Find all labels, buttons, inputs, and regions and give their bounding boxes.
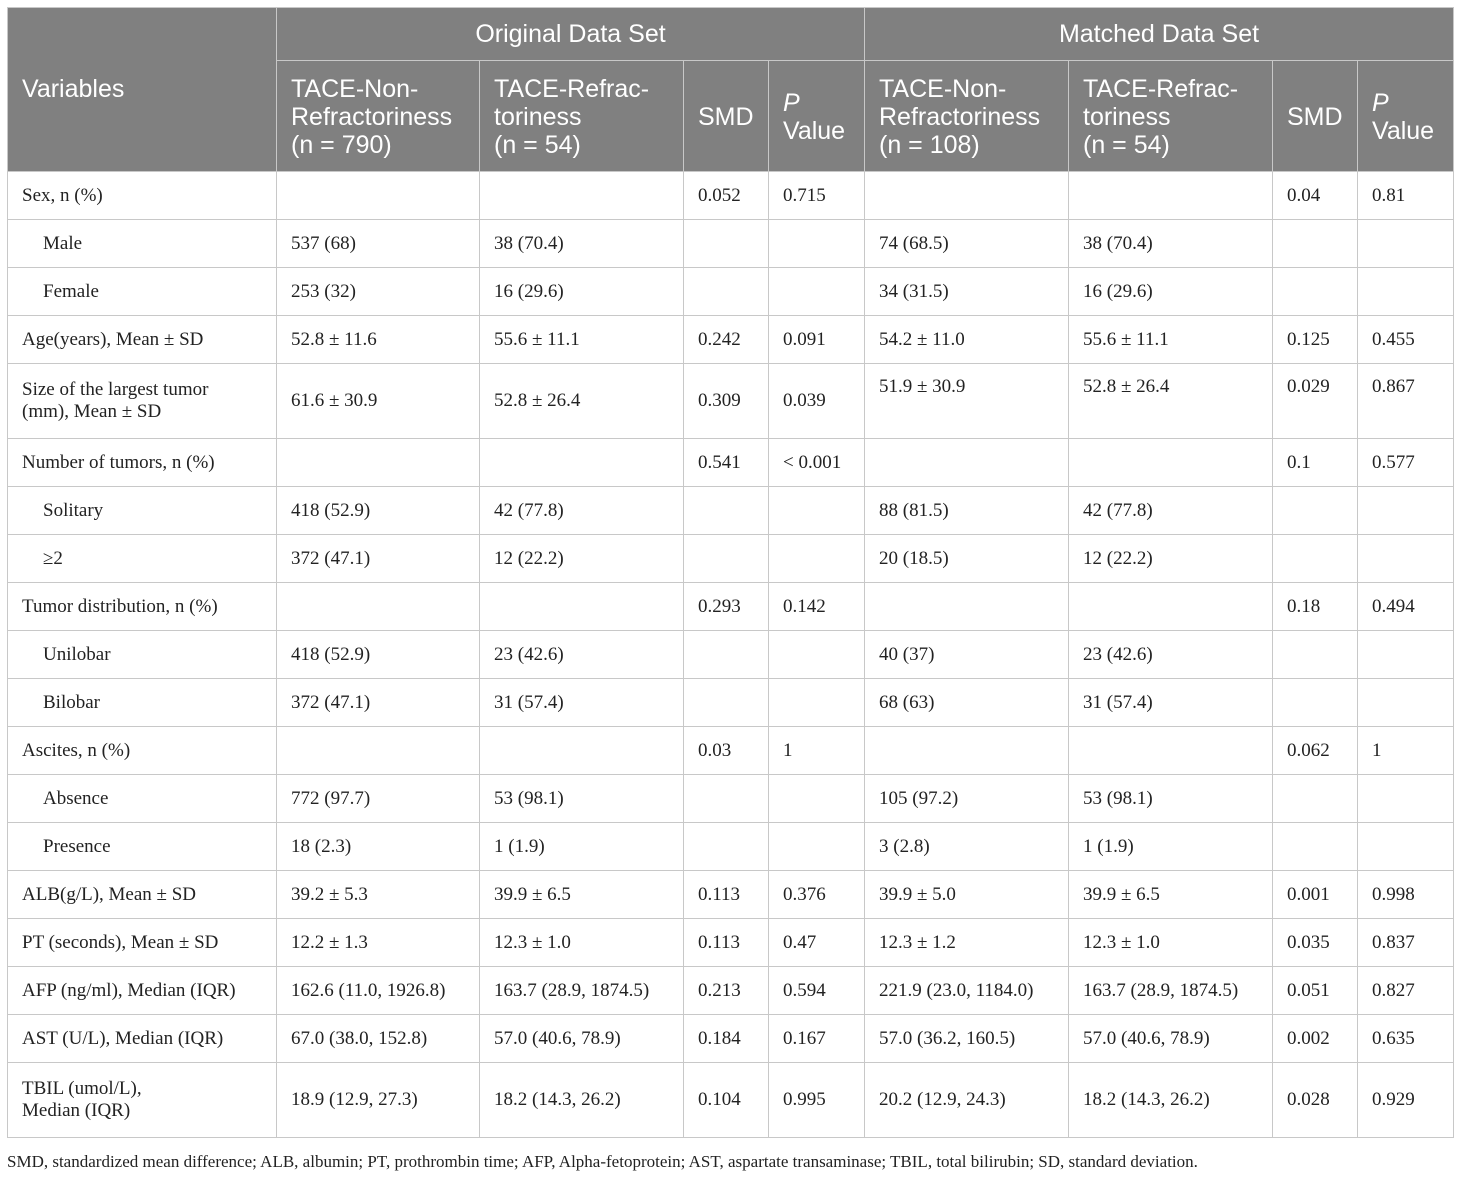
original-p-value-cell [769,631,865,679]
table-row [8,316,1454,364]
original-smd-cell: 0.242 [684,316,769,364]
table-row [8,439,1454,487]
original-refractoriness-cell: 42 (77.8) [480,487,684,535]
original-refractoriness-cell [480,583,684,631]
original-refractoriness-cell: 52.8 ± 26.4 [480,364,684,439]
original-non-refractoriness-cell [277,727,480,775]
matched-non-refractoriness-cell: 20.2 (12.9, 24.3) [865,1063,1069,1138]
table-row [8,268,1454,316]
variable-cell: Age(years), Mean ± SD [8,316,277,364]
matched-smd-cell: 0.051 [1273,967,1358,1015]
table-row [8,535,1454,583]
matched-smd-cell [1273,679,1358,727]
table-row [8,631,1454,679]
matched-p-value-cell: 0.81 [1358,172,1454,220]
matched-non-refractoriness-cell: 74 (68.5) [865,220,1069,268]
original-p-value-cell [769,535,865,583]
original-refractoriness-cell: 23 (42.6) [480,631,684,679]
matched-p-value-cell [1358,220,1454,268]
table-footnote: SMD, standardized mean difference; ALB, albumin; PT, prothrombin time; AFP, Alpha-fetoprotein; AST, aspartate transaminase; TBIL, total bilirubin; SD, standard deviation. [7,1152,1198,1171]
original-refractoriness-cell: 55.6 ± 11.1 [480,316,684,364]
table-row [8,1063,1454,1138]
variable-cell: Presence [8,823,277,871]
matched-refractoriness-cell: 18.2 (14.3, 26.2) [1069,1063,1273,1138]
original-refractoriness-cell: 53 (98.1) [480,775,684,823]
matched-smd-cell [1273,823,1358,871]
matched-non-refractoriness-cell: 39.9 ± 5.0 [865,871,1069,919]
matched-non-refractoriness-cell [865,439,1069,487]
original-non-refractoriness-cell: 253 (32) [277,268,480,316]
matched-non-refractoriness-cell: 34 (31.5) [865,268,1069,316]
original-p-value-cell: 0.167 [769,1015,865,1063]
baseline-characteristics-table [7,7,1454,1138]
original-refractoriness-cell: 16 (29.6) [480,268,684,316]
matched-non-refractoriness-cell: 54.2 ± 11.0 [865,316,1069,364]
matched-non-refractoriness-cell: 40 (37) [865,631,1069,679]
matched-p-value-cell [1358,487,1454,535]
matched-data-set-header: Matched Data Set [865,8,1454,61]
variable-cell: Female [8,268,277,316]
original-non-refractoriness-cell: 772 (97.7) [277,775,480,823]
matched-smd-cell [1273,631,1358,679]
matched-p-value-cell: 0.577 [1358,439,1454,487]
matched-smd-cell [1273,535,1358,583]
matched-non-refractoriness-cell: 20 (18.5) [865,535,1069,583]
original-non-refractoriness-cell: 18 (2.3) [277,823,480,871]
original-smd-cell [684,487,769,535]
original-smd-cell [684,535,769,583]
original-smd-cell: 0.03 [684,727,769,775]
matched-smd-cell: 0.18 [1273,583,1358,631]
variable-cell: Solitary [8,487,277,535]
matched-p-value-cell [1358,823,1454,871]
table-row [8,679,1454,727]
matched-non-refractoriness-header: TACE-Non- Refractoriness (n = 108) [865,61,1069,172]
original-smd-cell: 0.184 [684,1015,769,1063]
matched-refractoriness-cell: 23 (42.6) [1069,631,1273,679]
original-refractoriness-cell: 1 (1.9) [480,823,684,871]
original-non-refractoriness-cell: 52.8 ± 11.6 [277,316,480,364]
matched-refractoriness-cell [1069,583,1273,631]
original-refractoriness-cell: 38 (70.4) [480,220,684,268]
matched-refractoriness-cell: 42 (77.8) [1069,487,1273,535]
matched-p-value-cell [1358,268,1454,316]
matched-p-value-cell: 0.867 [1358,364,1454,439]
original-non-refractoriness-cell: 372 (47.1) [277,679,480,727]
table-body [8,172,1454,1138]
original-refractoriness-cell [480,172,684,220]
original-smd-cell [684,679,769,727]
matched-smd-cell: 0.062 [1273,727,1358,775]
original-p-value-cell [769,268,865,316]
table-header [8,8,1454,172]
original-non-refractoriness-cell: 162.6 (11.0, 1926.8) [277,967,480,1015]
original-refractoriness-cell: 163.7 (28.9, 1874.5) [480,967,684,1015]
original-p-value-cell: < 0.001 [769,439,865,487]
original-p-value-cell: 1 [769,727,865,775]
variable-cell: Absence [8,775,277,823]
original-smd-cell: 0.113 [684,919,769,967]
matched-refractoriness-cell: 1 (1.9) [1069,823,1273,871]
matched-non-refractoriness-cell: 221.9 (23.0, 1184.0) [865,967,1069,1015]
original-p-value-header: P Value [769,61,865,172]
original-p-value-cell [769,220,865,268]
original-smd-cell: 0.309 [684,364,769,439]
original-refractoriness-header: TACE-Refrac- toriness (n = 54) [480,61,684,172]
matched-non-refractoriness-cell: 57.0 (36.2, 160.5) [865,1015,1069,1063]
matched-refractoriness-cell: 55.6 ± 11.1 [1069,316,1273,364]
original-smd-cell: 0.104 [684,1063,769,1138]
original-refractoriness-cell: 12 (22.2) [480,535,684,583]
original-smd-cell: 0.113 [684,871,769,919]
matched-refractoriness-cell: 53 (98.1) [1069,775,1273,823]
original-smd-cell [684,775,769,823]
matched-non-refractoriness-cell: 68 (63) [865,679,1069,727]
matched-refractoriness-cell: 38 (70.4) [1069,220,1273,268]
original-non-refractoriness-cell [277,583,480,631]
variable-cell: TBIL (umol/L), Median (IQR) [8,1063,277,1138]
original-refractoriness-cell [480,439,684,487]
variable-cell: AST (U/L), Median (IQR) [8,1015,277,1063]
matched-smd-cell: 0.1 [1273,439,1358,487]
variable-cell: Male [8,220,277,268]
original-non-refractoriness-header: TACE-Non- Refractoriness (n = 790) [277,61,480,172]
original-p-value-cell: 0.142 [769,583,865,631]
table-row [8,583,1454,631]
original-smd-cell [684,631,769,679]
variable-cell: Size of the largest tumor (mm), Mean ± SD [8,364,277,439]
table-row [8,364,1454,439]
variable-cell: Ascites, n (%) [8,727,277,775]
table-row [8,1015,1454,1063]
original-p-value-cell [769,679,865,727]
matched-non-refractoriness-cell: 105 (97.2) [865,775,1069,823]
variable-cell: ≥2 [8,535,277,583]
original-non-refractoriness-cell: 372 (47.1) [277,535,480,583]
matched-refractoriness-cell [1069,172,1273,220]
original-smd-cell [684,823,769,871]
original-non-refractoriness-cell: 18.9 (12.9, 27.3) [277,1063,480,1138]
variable-cell: AFP (ng/ml), Median (IQR) [8,967,277,1015]
matched-smd-cell: 0.029 [1273,364,1358,439]
original-data-set-header: Original Data Set [277,8,865,61]
matched-non-refractoriness-cell: 3 (2.8) [865,823,1069,871]
original-non-refractoriness-cell: 39.2 ± 5.3 [277,871,480,919]
matched-smd-cell: 0.04 [1273,172,1358,220]
matched-p-value-cell: 0.827 [1358,967,1454,1015]
matched-refractoriness-cell [1069,439,1273,487]
variable-cell: Tumor distribution, n (%) [8,583,277,631]
original-non-refractoriness-cell: 12.2 ± 1.3 [277,919,480,967]
matched-refractoriness-cell: 163.7 (28.9, 1874.5) [1069,967,1273,1015]
original-p-value-cell: 0.715 [769,172,865,220]
original-smd-cell: 0.293 [684,583,769,631]
table-row [8,823,1454,871]
original-smd-cell: 0.213 [684,967,769,1015]
matched-non-refractoriness-cell: 51.9 ± 30.9 [865,364,1069,439]
original-p-value-cell: 0.995 [769,1063,865,1138]
original-p-value-cell [769,823,865,871]
matched-non-refractoriness-cell [865,727,1069,775]
original-p-value-cell: 0.376 [769,871,865,919]
table-row [8,172,1454,220]
variable-cell: Bilobar [8,679,277,727]
matched-refractoriness-cell: 12.3 ± 1.0 [1069,919,1273,967]
matched-refractoriness-cell [1069,727,1273,775]
matched-non-refractoriness-cell [865,583,1069,631]
original-non-refractoriness-cell: 537 (68) [277,220,480,268]
matched-p-value-cell [1358,679,1454,727]
matched-smd-cell: 0.125 [1273,316,1358,364]
original-non-refractoriness-cell [277,172,480,220]
table-row [8,919,1454,967]
matched-non-refractoriness-cell: 88 (81.5) [865,487,1069,535]
variable-cell: Number of tumors, n (%) [8,439,277,487]
table-row [8,775,1454,823]
table-row [8,220,1454,268]
matched-refractoriness-cell: 16 (29.6) [1069,268,1273,316]
matched-p-value-cell: 0.635 [1358,1015,1454,1063]
matched-refractoriness-cell: 52.8 ± 26.4 [1069,364,1273,439]
original-non-refractoriness-cell: 418 (52.9) [277,487,480,535]
matched-p-value-cell: 0.494 [1358,583,1454,631]
matched-smd-cell: 0.001 [1273,871,1358,919]
matched-smd-cell [1273,487,1358,535]
matched-p-value-cell: 1 [1358,727,1454,775]
matched-smd-cell: 0.028 [1273,1063,1358,1138]
matched-p-value-cell: 0.837 [1358,919,1454,967]
original-non-refractoriness-cell: 61.6 ± 30.9 [277,364,480,439]
table-row [8,967,1454,1015]
original-non-refractoriness-cell [277,439,480,487]
matched-p-value-cell [1358,535,1454,583]
original-smd-header: SMD [684,61,769,172]
original-smd-cell [684,268,769,316]
variable-cell: Sex, n (%) [8,172,277,220]
matched-smd-cell [1273,775,1358,823]
original-smd-cell: 0.541 [684,439,769,487]
table-row [8,871,1454,919]
table-row [8,727,1454,775]
matched-smd-header: SMD [1273,61,1358,172]
matched-refractoriness-cell: 31 (57.4) [1069,679,1273,727]
matched-refractoriness-cell: 12 (22.2) [1069,535,1273,583]
original-refractoriness-cell [480,727,684,775]
matched-smd-cell: 0.035 [1273,919,1358,967]
matched-p-value-cell: 0.998 [1358,871,1454,919]
matched-p-value-cell [1358,775,1454,823]
original-smd-cell: 0.052 [684,172,769,220]
matched-p-value-cell: 0.929 [1358,1063,1454,1138]
original-refractoriness-cell: 39.9 ± 6.5 [480,871,684,919]
original-p-value-cell: 0.594 [769,967,865,1015]
variable-cell: PT (seconds), Mean ± SD [8,919,277,967]
variable-cell: Unilobar [8,631,277,679]
variable-cell: ALB(g/L), Mean ± SD [8,871,277,919]
original-refractoriness-cell: 31 (57.4) [480,679,684,727]
matched-smd-cell: 0.002 [1273,1015,1358,1063]
original-non-refractoriness-cell: 418 (52.9) [277,631,480,679]
matched-refractoriness-cell: 39.9 ± 6.5 [1069,871,1273,919]
original-p-value-cell [769,775,865,823]
original-smd-cell [684,220,769,268]
matched-non-refractoriness-cell [865,172,1069,220]
variables-header: Variables [8,8,277,172]
matched-smd-cell [1273,268,1358,316]
matched-p-value-header: P Value [1358,61,1454,172]
original-p-value-cell: 0.039 [769,364,865,439]
matched-p-value-cell [1358,631,1454,679]
original-p-value-cell: 0.47 [769,919,865,967]
matched-smd-cell [1273,220,1358,268]
matched-refractoriness-header: TACE-Refrac- toriness (n = 54) [1069,61,1273,172]
matched-p-value-cell: 0.455 [1358,316,1454,364]
original-refractoriness-cell: 12.3 ± 1.0 [480,919,684,967]
table-row [8,487,1454,535]
original-p-value-cell [769,487,865,535]
original-non-refractoriness-cell: 67.0 (38.0, 152.8) [277,1015,480,1063]
matched-refractoriness-cell: 57.0 (40.6, 78.9) [1069,1015,1273,1063]
original-refractoriness-cell: 57.0 (40.6, 78.9) [480,1015,684,1063]
matched-non-refractoriness-cell: 12.3 ± 1.2 [865,919,1069,967]
original-refractoriness-cell: 18.2 (14.3, 26.2) [480,1063,684,1138]
original-p-value-cell: 0.091 [769,316,865,364]
